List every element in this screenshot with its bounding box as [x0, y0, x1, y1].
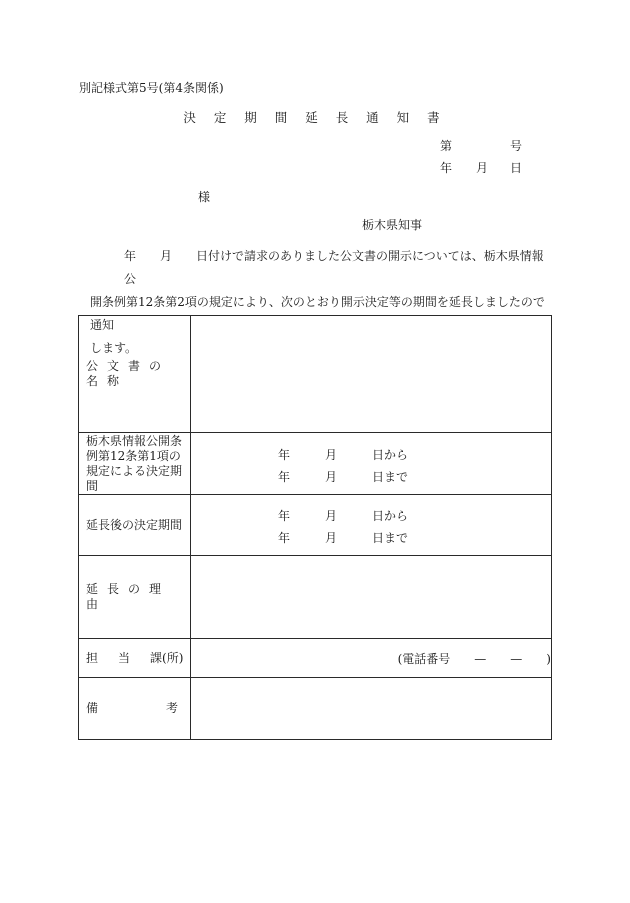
- body-line1-text: 日付けで請求のありました公文書の開示については、栃木県情報公: [124, 249, 544, 286]
- remarks-value[interactable]: [191, 678, 552, 740]
- original-period-label: 栃木県情報公開条例第12条第1項の規定による決定期間: [79, 433, 191, 495]
- department-label-part1: 担: [86, 650, 99, 665]
- body-line-2: 開条例第12条第2項の規定により、次のとおり開示決定等の期間を延長しましたので通知: [90, 295, 545, 332]
- document-name-label: 公文書の名称: [79, 316, 191, 433]
- document-date-line: [440, 159, 522, 176]
- extended-until-year: 年: [278, 531, 291, 545]
- body-year: 年: [124, 249, 137, 263]
- row-remarks: [79, 678, 552, 740]
- remarks-label-part1: 備: [86, 701, 99, 715]
- body-line-1: [90, 245, 552, 291]
- original-period-value[interactable]: [191, 433, 552, 495]
- original-from-year: 年: [278, 447, 291, 462]
- date-year: 年: [440, 161, 453, 175]
- row-reason: [79, 556, 552, 639]
- original-until-month: 月: [325, 469, 338, 484]
- row-department: [79, 639, 552, 678]
- original-until-day: 日まで: [372, 469, 409, 484]
- original-from-month: 月: [325, 447, 338, 462]
- extended-from-year: 年: [278, 509, 291, 523]
- document-title: 決 定 期 間 延 長 通 知 書: [183, 110, 447, 125]
- original-from-day: 日から: [372, 447, 409, 462]
- department-phone[interactable]: (電話番号 — — ): [191, 639, 552, 678]
- body-line-3: します。: [90, 341, 138, 355]
- extended-from-month: 月: [325, 509, 338, 523]
- sender-name: 栃木県知事: [362, 218, 423, 232]
- reason-value[interactable]: [191, 556, 552, 639]
- original-until-year: 年: [278, 469, 291, 484]
- extended-from-day: 日から: [372, 509, 409, 523]
- body-month: 月: [160, 249, 173, 263]
- document-name-value[interactable]: [191, 316, 552, 433]
- department-label: [79, 639, 191, 678]
- remarks-label: [79, 678, 191, 740]
- notice-details-table: [78, 315, 552, 740]
- extended-until-month: 月: [325, 531, 338, 545]
- number-prefix: 第: [440, 139, 453, 153]
- form-reference: 別記様式第5号(第4条関係): [79, 81, 224, 95]
- row-document-name: [79, 316, 552, 433]
- reason-label: 延長の理由: [79, 556, 191, 639]
- document-number-line: [440, 137, 522, 154]
- number-suffix: 号: [510, 139, 523, 153]
- extended-period-value[interactable]: [191, 495, 552, 556]
- row-original-period: [79, 433, 552, 495]
- remarks-label-part2: 考: [165, 701, 178, 715]
- date-month: 月: [476, 161, 489, 175]
- department-label-part3: 課(所): [150, 650, 184, 665]
- department-label-part2: 当: [118, 650, 131, 665]
- date-day: 日: [510, 161, 523, 175]
- addressee-honorific: 様: [198, 190, 211, 204]
- extended-until-day: 日まで: [372, 531, 409, 545]
- extended-period-label: 延長後の決定期間: [79, 495, 191, 556]
- row-extended-period: [79, 495, 552, 556]
